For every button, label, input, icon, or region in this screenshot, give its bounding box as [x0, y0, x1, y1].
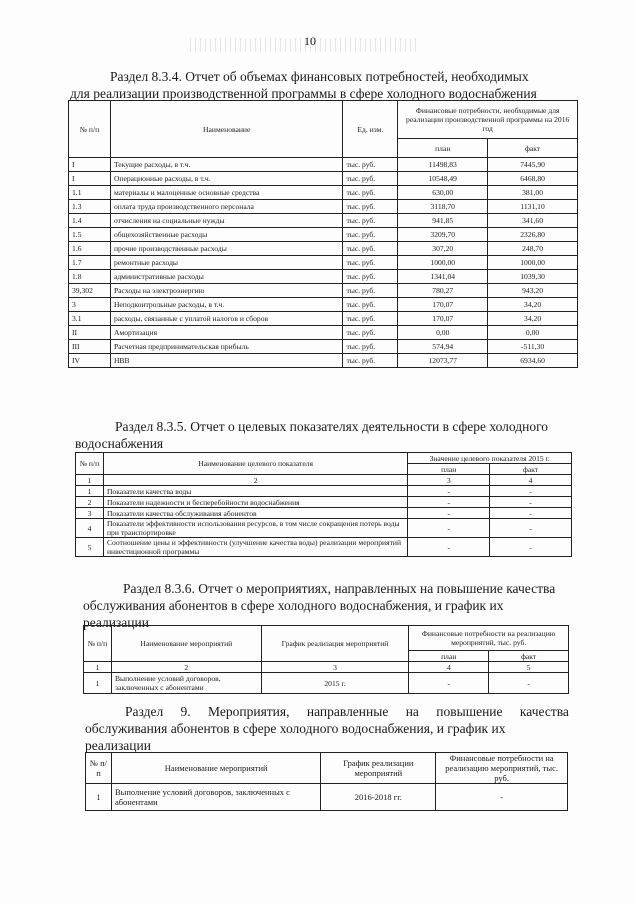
- cell-fact: 0,00: [488, 326, 578, 340]
- cell-plan: 1341,04: [398, 270, 488, 284]
- header-fin: Финансовые потребности на реализацию мероприятий, тыс. руб.: [436, 753, 568, 784]
- section-836-title: [83, 580, 571, 631]
- cell-name: Соотношение цены и эффективности (улучшение качества воды) реализации мероприятий инвестиционной программы: [103, 538, 407, 557]
- section-834-title: [70, 68, 580, 102]
- cell-unit: тыс. руб.: [343, 186, 398, 200]
- cell-name: Неподконтрольные расходы, в т.ч.: [110, 298, 343, 312]
- cell-plan: 941,85: [398, 214, 488, 228]
- cell-fin: -: [436, 784, 568, 811]
- title-line: Раздел 8.3.5. Отчет о целевых показателях деятельности в сфере холодного: [115, 419, 549, 434]
- table-row: [69, 242, 578, 256]
- page-number: 10: [304, 34, 316, 48]
- table-row: [69, 326, 578, 340]
- cell-plan: -: [408, 486, 490, 497]
- cell-unit: тыс. руб.: [343, 214, 398, 228]
- table-financial-needs: [68, 100, 578, 368]
- cell-name: Показатели качества воды: [103, 486, 407, 497]
- cell-name: расходы, связанные с уплатой налогов и сборов: [110, 312, 343, 326]
- cell-unit: тыс. руб.: [343, 298, 398, 312]
- cell-num: 1: [86, 784, 112, 811]
- cell-fact: 1131,10: [488, 200, 578, 214]
- cell-num: 1.8: [69, 270, 111, 284]
- table-row: [76, 508, 572, 519]
- table-row: [69, 354, 578, 368]
- cell-name: Текущие расходы, в т.ч.: [110, 158, 343, 172]
- cell-fact: -: [490, 486, 572, 497]
- table-row: [69, 228, 578, 242]
- cell-unit: тыс. руб.: [343, 312, 398, 326]
- cell-unit: тыс. руб.: [343, 158, 398, 172]
- cell-name: административные расходы: [110, 270, 343, 284]
- cell-fact: 2326,80: [488, 228, 578, 242]
- cell-num: 2: [76, 497, 104, 508]
- cell-unit: тыс. руб.: [343, 340, 398, 354]
- table-row: [69, 158, 578, 172]
- cell-num: 1.5: [69, 228, 111, 242]
- header-name: Наименование целевого показателя: [103, 453, 407, 475]
- cell-plan: 170,07: [398, 298, 488, 312]
- cell-plan: 11498,83: [398, 158, 488, 172]
- table-row: [69, 186, 578, 200]
- cell-num: 3.1: [69, 312, 111, 326]
- cell-fact: 7445,90: [488, 158, 578, 172]
- table-row: [76, 519, 572, 538]
- cell-num: III: [69, 340, 111, 354]
- cell-schedule: 2016-2018 гг.: [321, 784, 436, 811]
- cell-fact: -511,30: [488, 340, 578, 354]
- table-row: [69, 340, 578, 354]
- cell-name: Показатели качества обслуживания абонентов: [103, 508, 407, 519]
- col-number: 2: [103, 475, 407, 486]
- cell-num: 1.4: [69, 214, 111, 228]
- table-measures-report: [83, 625, 569, 694]
- cell-name: прочие производственные расходы: [110, 242, 343, 256]
- col-number: 1: [76, 475, 104, 486]
- header-num: № п/п: [76, 453, 104, 475]
- cell-num: 1.6: [69, 242, 111, 256]
- cell-name: ремонтные расходы: [110, 256, 343, 270]
- table-row: [76, 538, 572, 557]
- cell-name: НВВ: [110, 354, 343, 368]
- cell-fact: 34,20: [488, 312, 578, 326]
- table-row: [69, 312, 578, 326]
- cell-unit: тыс. руб.: [343, 200, 398, 214]
- cell-fact: 1000,00: [488, 256, 578, 270]
- cell-name: материалы и малоценные основные средства: [110, 186, 343, 200]
- cell-plan: -: [408, 508, 490, 519]
- header-fact: факт: [490, 464, 572, 475]
- header-schedule: График реализация мероприятий: [261, 626, 409, 662]
- cell-num: 5: [76, 538, 104, 557]
- cell-plan: 307,20: [398, 242, 488, 256]
- cell-fact: 34,20: [488, 298, 578, 312]
- title-line: реализации: [85, 738, 151, 753]
- cell-name: оплата труда производственного персонала: [110, 200, 343, 214]
- header-fact: факт: [488, 139, 578, 158]
- cell-unit: тыс. руб.: [343, 256, 398, 270]
- table-target-indicators: [75, 452, 572, 557]
- cell-num: 1.1: [69, 186, 111, 200]
- cell-name: Выполнение условий договоров, заключенных с абонентами: [111, 673, 261, 694]
- title-line: водоснабжения: [75, 436, 164, 451]
- header-num: № п/п: [86, 753, 112, 784]
- header-group: Значение целевого показателя 2015 г.: [408, 453, 572, 464]
- cell-num: 3: [76, 508, 104, 519]
- cell-fact: -: [489, 673, 569, 694]
- col-number: 4: [409, 662, 489, 673]
- header-group: Финансовые потребности на реализацию мероприятий, тыс. руб.: [409, 626, 569, 651]
- cell-unit: тыс. руб.: [343, 284, 398, 298]
- cell-name: Амортизация: [110, 326, 343, 340]
- header-num: № п/п: [69, 101, 111, 158]
- col-number: 2: [111, 662, 261, 673]
- header-plan: план: [398, 139, 488, 158]
- cell-plan: -: [408, 519, 490, 538]
- cell-unit: тыс. руб.: [343, 228, 398, 242]
- cell-name: Выполнение условий договоров, заключенных с абонентами: [111, 784, 320, 811]
- cell-unit: тыс. руб.: [343, 172, 398, 186]
- cell-plan: -: [408, 497, 490, 508]
- cell-fact: -: [490, 497, 572, 508]
- table-row: [76, 497, 572, 508]
- col-number: 1: [84, 662, 112, 673]
- cell-fact: -: [490, 538, 572, 557]
- cell-num: 1: [76, 486, 104, 497]
- cell-plan: 170,07: [398, 312, 488, 326]
- section-835-title: [75, 418, 575, 452]
- cell-num: 3: [69, 298, 111, 312]
- cell-num: IV: [69, 354, 111, 368]
- col-number: 3: [261, 662, 409, 673]
- table-measures-plan: [85, 752, 568, 811]
- cell-num: 1.3: [69, 200, 111, 214]
- cell-name: отчисления на социальные нужды: [110, 214, 343, 228]
- cell-plan: 0,00: [398, 326, 488, 340]
- cell-name: Показатели надежности и бесперебойности водоснабжения: [103, 497, 407, 508]
- cell-fact: 341,60: [488, 214, 578, 228]
- header-group: Финансовые потребности, необходимые для реализации производственной программы на 2016 год: [398, 101, 578, 139]
- col-number: 5: [489, 662, 569, 673]
- cell-num: I: [69, 158, 111, 172]
- title-line: реализации: [83, 615, 149, 630]
- header-unit: Ед. изм.: [343, 101, 398, 158]
- table-row: [69, 298, 578, 312]
- cell-num: 39,302: [69, 284, 111, 298]
- col-number: 3: [408, 475, 490, 486]
- cell-plan: 574,94: [398, 340, 488, 354]
- cell-num: 4: [76, 519, 104, 538]
- cell-plan: 12073,77: [398, 354, 488, 368]
- header-name: Наименование: [110, 101, 343, 158]
- cell-plan: 780,27: [398, 284, 488, 298]
- header-fact: факт: [489, 651, 569, 662]
- cell-fact: -: [490, 508, 572, 519]
- cell-fact: 1039,30: [488, 270, 578, 284]
- table-row: [69, 200, 578, 214]
- cell-fact: -: [490, 519, 572, 538]
- cell-num: I: [69, 172, 111, 186]
- table-row: [84, 673, 569, 694]
- header-name: Наименование мероприятий: [111, 753, 320, 784]
- cell-plan: 630,00: [398, 186, 488, 200]
- cell-plan: 3209,70: [398, 228, 488, 242]
- cell-plan: -: [409, 673, 489, 694]
- header-plan: план: [409, 651, 489, 662]
- title-line: для реализации производственной программы в сфере холодного водоснабжения: [70, 86, 537, 101]
- cell-fact: 6468,80: [488, 172, 578, 186]
- cell-name: Показатели эффективности использования ресурсов, в том числе сокращения потерь воды при транспортировке: [103, 519, 407, 538]
- cell-unit: тыс. руб.: [343, 270, 398, 284]
- cell-plan: -: [408, 538, 490, 557]
- cell-fact: 943,20: [488, 284, 578, 298]
- title-line: Раздел 8.3.4. Отчет об объемах финансовых потребностей, необходимых: [110, 69, 529, 84]
- section-9-title: [85, 703, 570, 754]
- title-line: обслуживания абонентов в сфере холодного водоснабжения, и график их: [85, 721, 506, 736]
- header-num: № п/п: [84, 626, 112, 662]
- header-plan: план: [408, 464, 490, 475]
- title-line: обслуживания абонентов в сфере холодного водоснабжения, и график их: [83, 598, 504, 613]
- header-schedule: График реализации мероприятий: [321, 753, 436, 784]
- title-line: Раздел 8.3.6. Отчет о мероприятиях, направленных на повышение качества: [123, 581, 556, 596]
- cell-num: 1.7: [69, 256, 111, 270]
- title-line: Раздел 9. Мероприятия, направленные на повышение качества: [125, 704, 569, 719]
- table-row: [76, 486, 572, 497]
- table-row: [69, 256, 578, 270]
- col-number: 4: [490, 475, 572, 486]
- table-row: [69, 270, 578, 284]
- cell-name: общехозяйственные расходы: [110, 228, 343, 242]
- cell-fact: 381,00: [488, 186, 578, 200]
- header-name: Наименование мероприятий: [111, 626, 261, 662]
- cell-name: Операционные расходы, в т.ч.: [110, 172, 343, 186]
- cell-num: 1: [84, 673, 112, 694]
- cell-plan: 1000,00: [398, 256, 488, 270]
- cell-name: Расходы на электроэнергию: [110, 284, 343, 298]
- cell-num: II: [69, 326, 111, 340]
- cell-unit: тыс. руб.: [343, 242, 398, 256]
- cell-schedule: 2015 г.: [261, 673, 409, 694]
- cell-fact: 248,70: [488, 242, 578, 256]
- cell-fact: 6934,60: [488, 354, 578, 368]
- cell-unit: тыс. руб.: [343, 326, 398, 340]
- cell-name: Расчетная предпринимательская прибыль: [110, 340, 343, 354]
- cell-plan: 3118,70: [398, 200, 488, 214]
- table-row: [86, 784, 568, 811]
- table-row: [69, 172, 578, 186]
- cell-plan: 10548,49: [398, 172, 488, 186]
- cell-unit: тыс. руб.: [343, 354, 398, 368]
- table-row: [69, 284, 578, 298]
- table-row: [69, 214, 578, 228]
